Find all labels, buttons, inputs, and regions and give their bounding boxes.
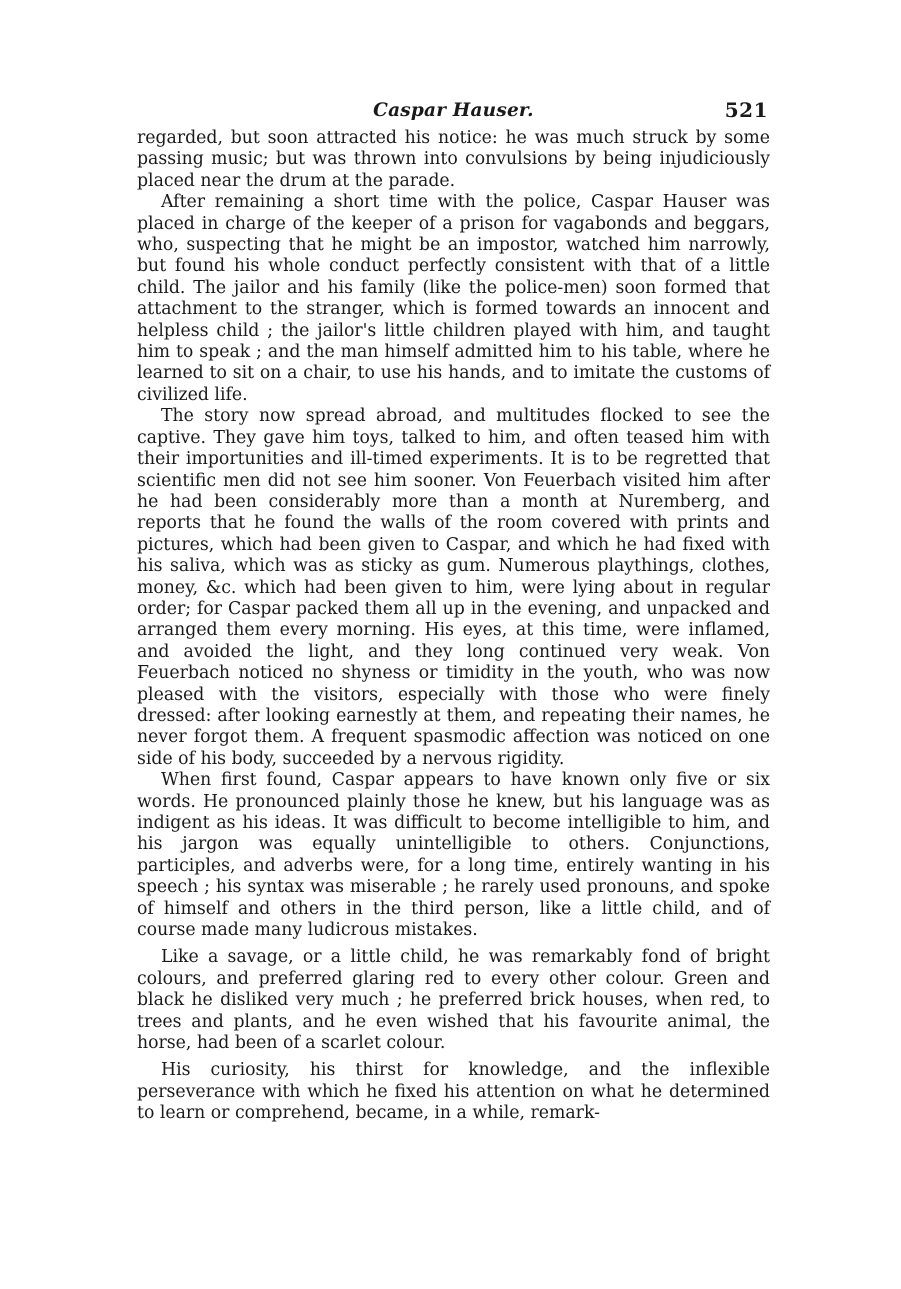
- paragraph-continued-from-previous-page: regarded, but soon attracted his notice: he was much struck by some passing music; but was thrown into convulsions by being injudiciously placed near the drum at the parade.: [137, 128, 770, 191]
- running-title: Caspar Hauser.: [373, 100, 534, 121]
- paragraph-police-and-jailor: After remaining a short time with the police, Caspar Hauser was placed in charge of the keeper of a prison for vagabonds and beggars, who, suspecting that he might be an impostor, watched him narrowly, but found his whole conduct perfectly consistent with that of a little child. The jailor and his family (like the police-men) soon formed that attachment to the stranger, which is formed towards an innocent and helpless child ; the jailor's little children played with him, and taught him to speak ; and the man himself admitted him to his table, where he learned to sit on a chair, to use his hands, and to imitate the customs of civilized life.: [137, 192, 770, 405]
- paragraph-von-feuerbach-visit: The story now spread abroad, and multitudes flocked to see the captive. They gave him toys, talked to him, and often teased him with their importunities and ill-timed experiments. It is to be regretted that scientific men did not see him sooner. Von Feuerbach visited him after he had been considerably more than a month at Nuremberg, and reports that he found the walls of the room covered with prints and pictures, which had been given to Caspar, and which he had fixed with his saliva, which was as sticky as gum. Numerous playthings, clothes, money, &c. which had been given to him, were lying about in regular order; for Caspar packed them all up in the evening, and unpacked and arranged them every morning. His eyes, at this time, were inflamed, and avoided the light, and they long continued very weak. Von Feuerbach noticed no shyness or timidity in the youth, who was now pleased with the visitors, especially with those who were finely dressed: after looking earnestly at them, and repeating their names, he never forgot them. A frequent spasmodic affection was noticed on one side of his body, succeeded by a nervous rigidity.: [137, 406, 770, 769]
- paragraph-language: When first found, Caspar appears to have known only five or six words. He pronounced plainly those he knew, but his language was as indigent as his ideas. It was difficult to become intelligible to him, and his jargon was equally unintelligible to others. Conjunctions, participles, and adverbs were, for a long time, entirely wanting in his speech ; his syntax was miserable ; he rarely used pronouns, and spoke of himself and others in the third person, like a little child, and of course made many ludicrous mistakes.: [137, 770, 770, 941]
- body-text: [137, 128, 770, 1125]
- book-page: [137, 96, 770, 1125]
- paragraph-curiosity: His curiosity, his thirst for knowledge, and the inflexible perseverance with which he fixed his attention on what he determined to learn or comprehend, became, in a while, remark-: [137, 1060, 770, 1124]
- paragraph-colours: Like a savage, or a little child, he was remarkably fond of bright colours, and preferred glaring red to every other colour. Green and black he disliked very much ; he preferred brick houses, when red, to trees and plants, and he even wished that his favourite animal, the horse, had been of a scarlet colour.: [137, 947, 770, 1054]
- running-head: [137, 96, 770, 126]
- page-number: 521: [724, 98, 768, 122]
